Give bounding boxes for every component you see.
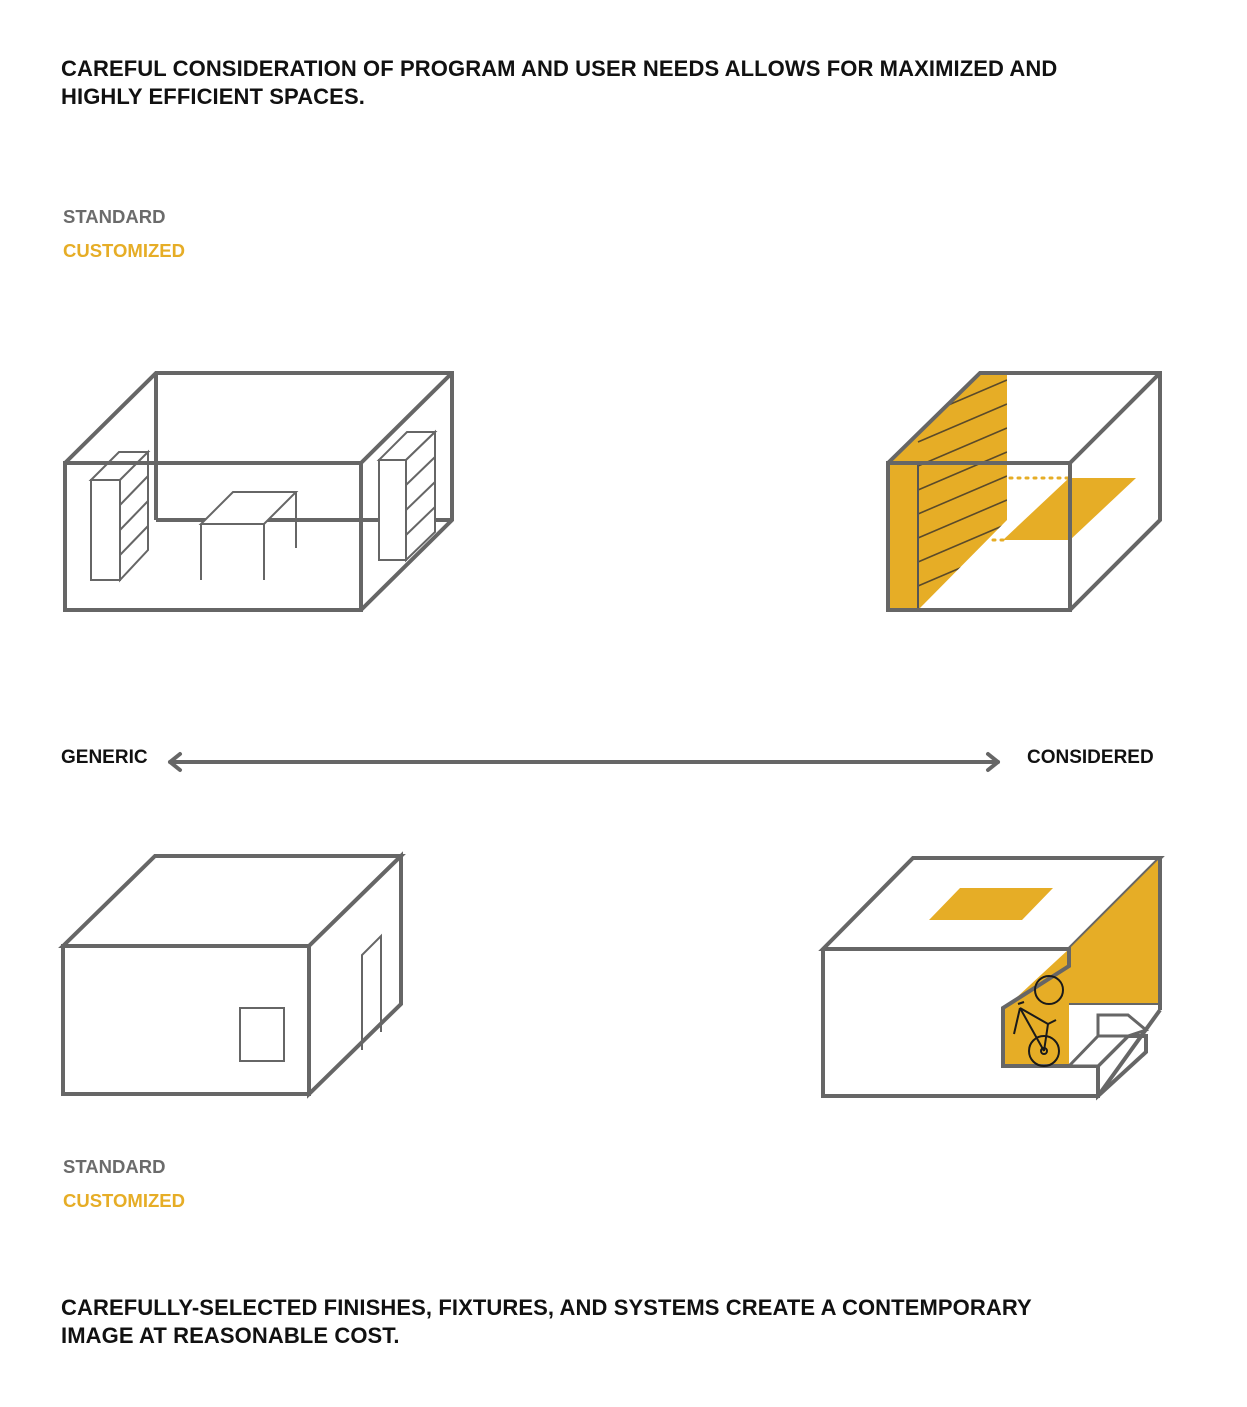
considered-exterior-box: [823, 858, 1160, 1096]
bottom-heading-line-1: CAREFULLY-SELECTED FINISHES, FIXTURES, AND SYSTEMS CREATE A CONTEMPORARY: [61, 1295, 1032, 1320]
axis-label-generic: GENERIC: [61, 747, 148, 768]
bottom-heading-line-2: IMAGE AT REASONABLE COST.: [61, 1323, 400, 1348]
legend-bottom-standard: STANDARD: [63, 1156, 166, 1177]
box2-top-right-edge: [1070, 373, 1160, 463]
custom-wall-panel: [888, 372, 1007, 610]
considered-interior-box: [888, 372, 1160, 610]
ext-window: [240, 1008, 284, 1061]
double-headed-arrow-icon: [170, 754, 998, 770]
right-shelf: [379, 432, 435, 560]
legend-bottom-customized: CUSTOMIZED: [63, 1190, 185, 1211]
table: [201, 492, 296, 580]
legend-top-standard: STANDARD: [63, 206, 166, 227]
top-heading-line-1: CAREFUL CONSIDERATION OF PROGRAM AND USER NEEDS ALLOWS FOR MAXIMIZED AND: [61, 56, 1058, 81]
top-heading-line-2: HIGHLY EFFICIENT SPACES.: [61, 84, 365, 109]
ext2-bench-back: [1098, 1015, 1146, 1036]
legend-top-customized: CUSTOMIZED: [63, 240, 185, 261]
generic-exterior-box: [63, 856, 401, 1094]
left-shelf: [91, 452, 148, 580]
axis-label-considered: CONSIDERED: [1027, 747, 1154, 768]
generic-interior-box: [65, 373, 452, 610]
